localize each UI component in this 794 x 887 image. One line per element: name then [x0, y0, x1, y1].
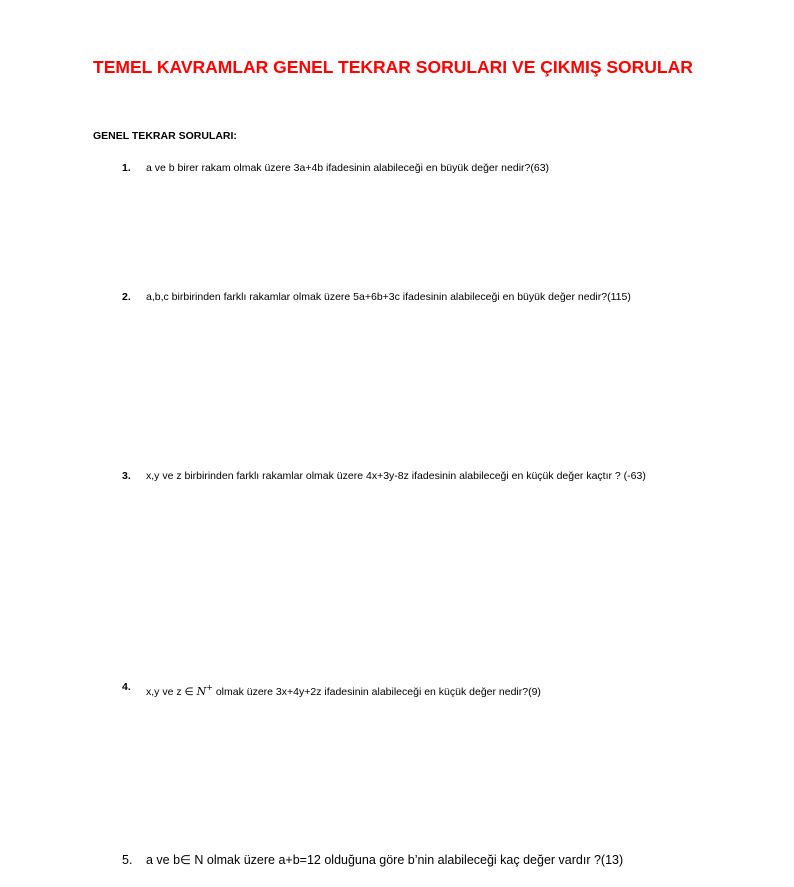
natural-numbers-symbol: N+ [196, 683, 213, 698]
question-3 [122, 468, 706, 485]
question-text: x,y ve z birbirinden farklı rakamlar olmak üzere 4x+3y-8z ifadesinin alabileceği en küçük değer kaçtır ? (-63) [146, 470, 646, 482]
question-text-before: x,y ve z ∈ [146, 686, 197, 698]
question-text: a,b,c birbirinden farklı rakamlar olmak üzere 5a+6b+3c ifadesinin alabileceği en büyük değer nedir?(115) [146, 291, 631, 303]
question-2 [122, 289, 682, 306]
question-text: a ve b birer rakam olmak üzere 3a+4b ifadesinin alabileceği en büyük değer nedir?(63) [146, 162, 550, 174]
question-text-after: olmak üzere 3x+4y+2z ifadesinin alabileceği en küçük değer nedir?(9) [212, 686, 541, 698]
page-title: TEMEL KAVRAMLAR GENEL TEKRAR SORULARI VE ÇIKMIŞ SORULAR [93, 57, 693, 77]
question-number: 1. [122, 162, 131, 174]
section-heading: GENEL TEKRAR SORULARI: [93, 130, 237, 142]
question-number: 5. [122, 853, 133, 867]
question-5 [122, 851, 722, 869]
question-number: 3. [122, 470, 131, 482]
question-text: a ve b∈ N olmak üzere a+b=12 olduğuna göre b’nin alabileceği kaç değer vardır ?(13) [146, 853, 624, 867]
question-number: 4. [122, 681, 131, 693]
question-4 [122, 679, 702, 701]
question-1 [122, 160, 702, 177]
question-number: 2. [122, 291, 131, 303]
question-text [146, 679, 702, 701]
